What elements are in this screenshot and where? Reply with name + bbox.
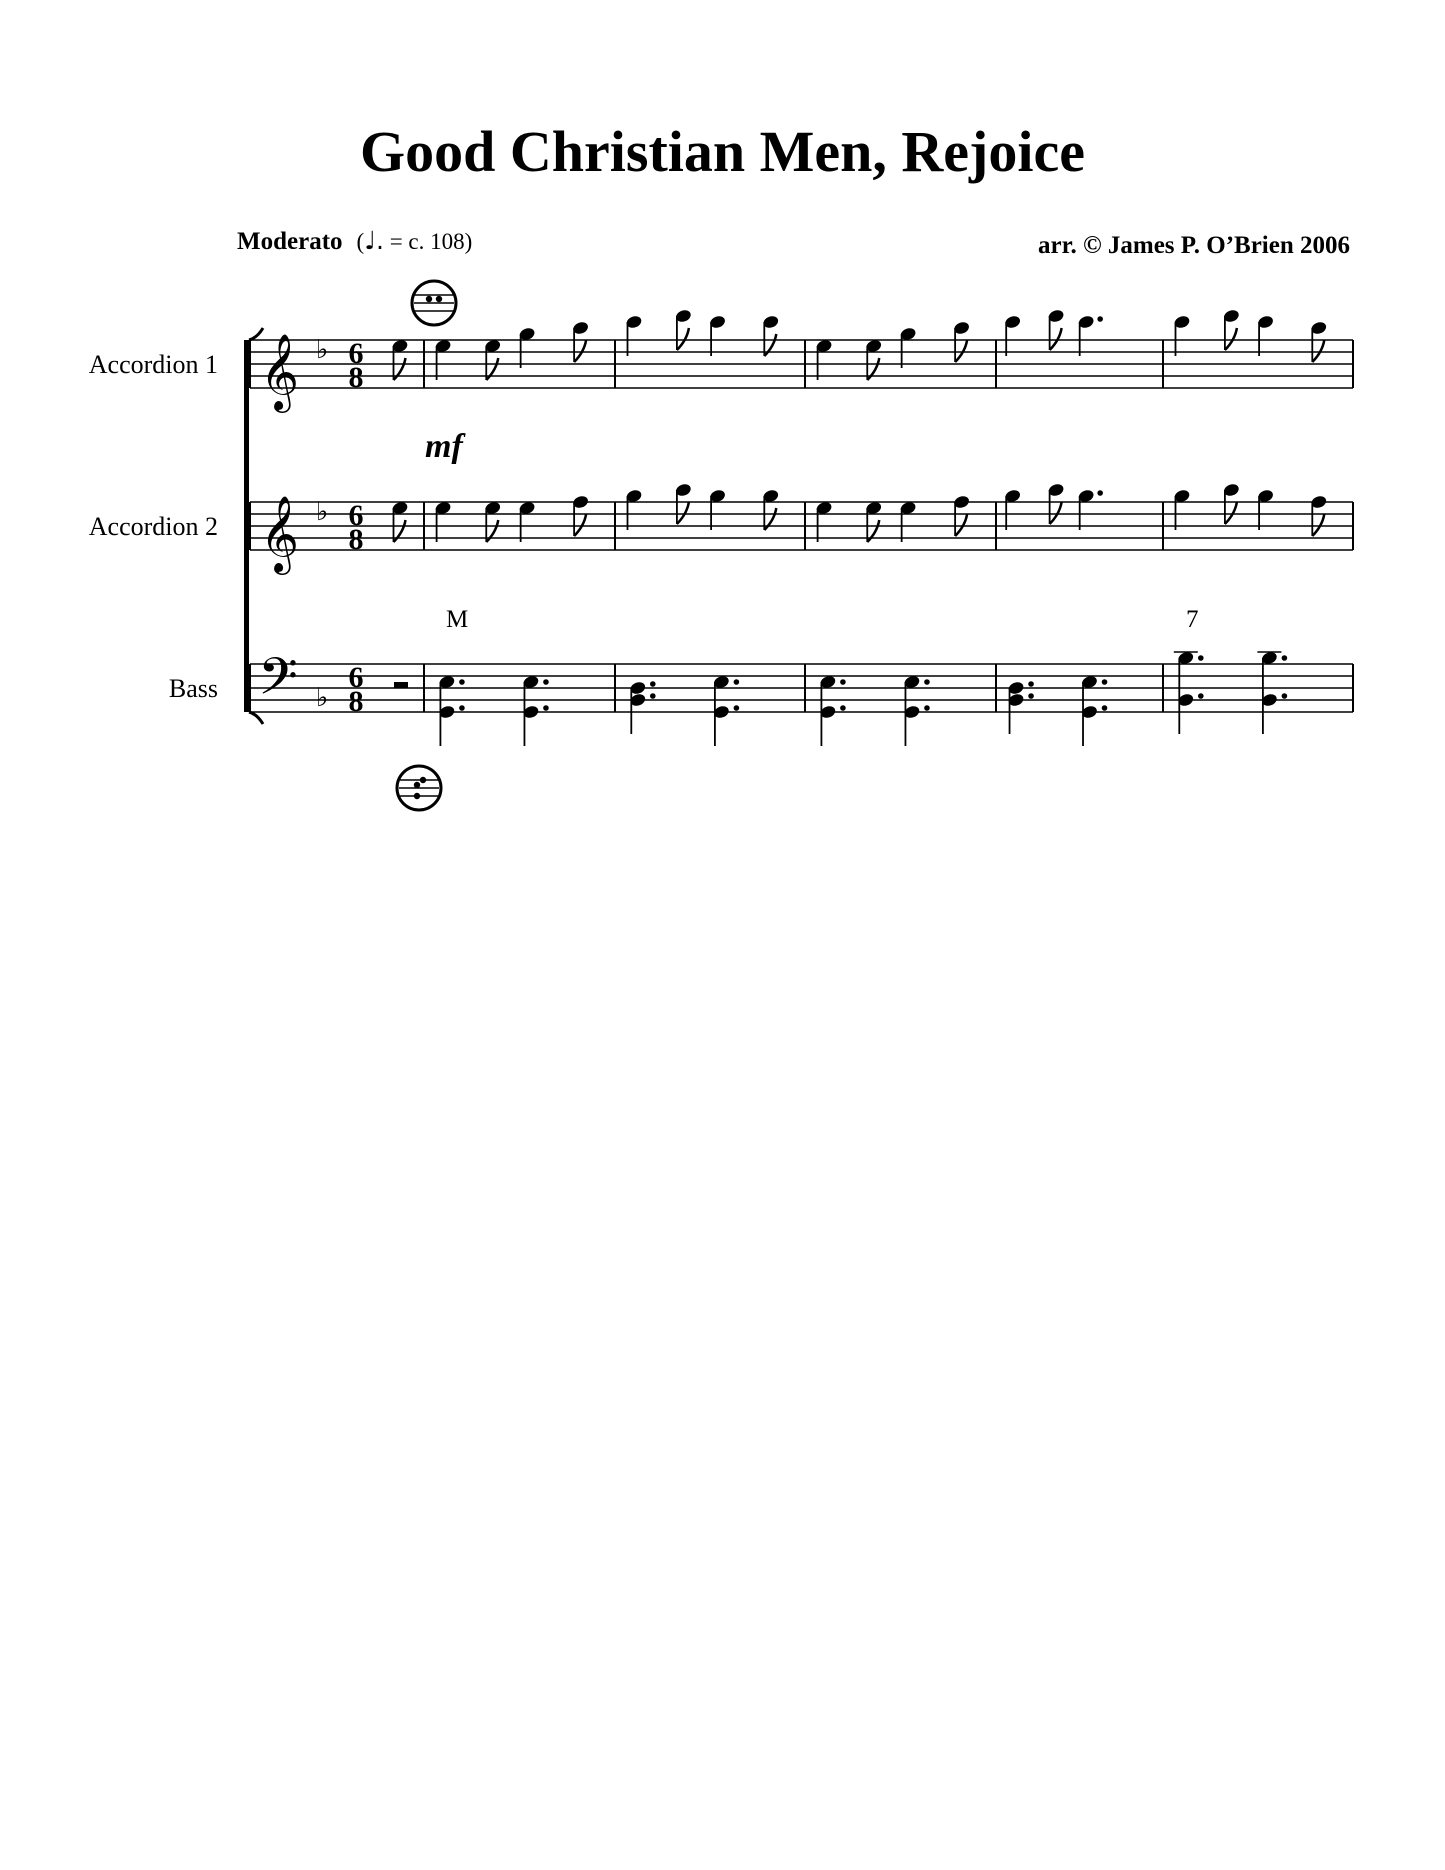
augmentation-dot [650, 693, 656, 699]
eighth-flag [574, 340, 586, 362]
key-signature-flat-icon: ♭ [316, 683, 329, 713]
eighth-flag [1312, 340, 1324, 362]
augmentation-dot [840, 679, 846, 685]
augmentation-dot [1102, 679, 1108, 685]
register-dot [414, 782, 420, 788]
register-dot [426, 296, 432, 302]
augmentation-dot [543, 705, 549, 711]
tempo-text: Moderato [237, 228, 343, 255]
system-bracket [244, 340, 249, 712]
staff-label-bass: Bass [168, 674, 218, 703]
eighth-flag [955, 340, 967, 362]
staff-label-accordion-1: Accordion 1 [88, 350, 218, 379]
score-title: Good Christian Men, Rejoice [360, 119, 1085, 184]
register-dot [420, 777, 426, 783]
eighth-flag [1225, 328, 1237, 350]
augmentation-dot [840, 705, 846, 711]
staff-1 [250, 308, 1353, 413]
augmentation-dot [1097, 490, 1103, 496]
time-signature-bottom: 8 [348, 685, 364, 718]
augmentation-dot [1028, 681, 1034, 687]
eighth-flag [955, 514, 967, 536]
bass-register-icon [397, 766, 441, 810]
augmentation-dot [924, 679, 930, 685]
chord-symbol-measure-1: M [446, 606, 469, 633]
staff-2 [250, 482, 1353, 575]
half-rest-icon [394, 682, 408, 688]
augmentation-dot [1102, 705, 1108, 711]
time-signature-bottom: 8 [348, 361, 364, 394]
time-signature-top: 6 [348, 337, 364, 370]
staff-label-accordion-2: Accordion 2 [88, 512, 218, 541]
treble-clef-icon: 𝄞 [260, 333, 300, 410]
eighth-flag [1050, 502, 1062, 524]
chord-symbol-measure-5: 7 [1186, 606, 1199, 633]
register-dot [436, 296, 442, 302]
augmentation-dot [734, 705, 740, 711]
augmentation-dot [1198, 693, 1204, 699]
metronome-value: = c. 108 [389, 229, 465, 254]
staff-3 [250, 646, 1353, 746]
dynamic-marking: mf [425, 428, 463, 465]
augmentation-dot [734, 679, 740, 685]
augmentation-dot [459, 679, 465, 685]
time-signature-top: 6 [348, 499, 364, 532]
key-signature-flat-icon: ♭ [316, 497, 329, 527]
augmentation-dot [543, 679, 549, 685]
time-signature-top: 6 [348, 661, 364, 694]
eighth-flag [1050, 328, 1062, 350]
eighth-flag [677, 328, 689, 350]
augmentation-dot [1028, 693, 1034, 699]
augmentation-dot [1282, 693, 1288, 699]
treble-clef-icon: 𝄞 [260, 495, 300, 572]
eighth-flag [574, 514, 586, 536]
eighth-flag [1225, 502, 1237, 524]
register-dot [414, 793, 420, 799]
key-signature-flat-icon: ♭ [316, 335, 329, 365]
eighth-flag [1312, 514, 1324, 536]
metronome-mark: (♩. = c. 108) [356, 226, 473, 255]
dotted-quarter-note-icon: ♩. [364, 226, 384, 255]
augmentation-dot [1282, 655, 1288, 661]
augmentation-dot [459, 705, 465, 711]
eighth-flag [677, 502, 689, 524]
treble-register-icon [412, 281, 456, 325]
augmentation-dot [1198, 655, 1204, 661]
augmentation-dot [1097, 316, 1103, 322]
time-signature-bottom: 8 [348, 523, 364, 556]
bass-clef-icon: 𝄢 [258, 646, 298, 719]
augmentation-dot [650, 681, 656, 687]
arranger-credit: arr. © James P. O’Brien 2006 [1038, 232, 1350, 259]
augmentation-dot [924, 705, 930, 711]
